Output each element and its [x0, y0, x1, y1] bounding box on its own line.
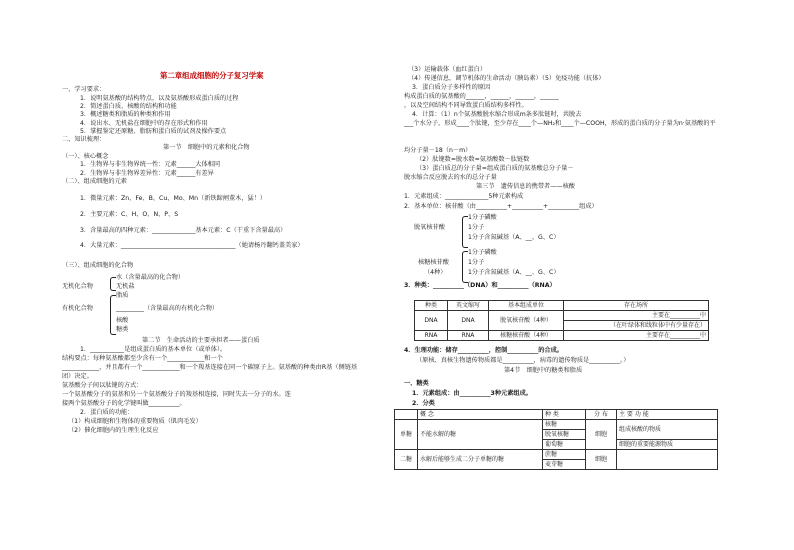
subsection-title: 第二节 生命活动的主要承担者——蛋白质: [142, 337, 260, 344]
calc-line: 脱水缩合反应脱去的水的总分子量: [404, 174, 497, 181]
table-cell: 核糖: [543, 420, 586, 430]
table-cell: 脱氧核糖: [543, 430, 586, 440]
sugar-line: 1．元素组成：由__________3种元素组成。: [412, 390, 532, 397]
nucleotide-part: 1分子含氮碱基（A、__、G、C）: [468, 234, 560, 241]
calc-line: （3）蛋白质总的分子量=组成蛋白质的氨基酸总分子量－: [416, 165, 574, 172]
table-header: [395, 410, 418, 420]
concept-line: 1．生物界与非生物界统一性：元素______大体相同: [80, 161, 221, 168]
table-cell: RNA: [448, 331, 489, 341]
table-cell: 核糖核苷酸（4种）: [489, 331, 564, 341]
compound-group-label: 无机化合物: [62, 283, 93, 290]
table-row: [395, 420, 718, 430]
subsection-title: 第一节 细胞中的元素和化合物: [163, 144, 250, 151]
section-heading: 一、糖类: [404, 380, 429, 387]
protein-line: 结构要点：每种氨基酸都至少含有一个____________和一个: [62, 355, 223, 362]
sugar-table: [394, 409, 718, 470]
nucleotide-part: 1分子: [468, 224, 485, 231]
protein-line: （1）构成细胞和生物体的重要物质（肌肉毛发）: [68, 418, 202, 425]
table-cell: 组成核酸的物质: [617, 420, 718, 440]
table-row: [415, 311, 709, 321]
table-cell: 麦芽糖: [543, 460, 586, 470]
protein-line: 接两个氨基酸分子的化学键叫做__________。: [62, 400, 186, 407]
table-cell: 葡萄糖: [543, 440, 586, 450]
document-title: 第二章组成细胞的分子复习学案: [160, 71, 264, 80]
compound-item: 水（含量最高的化合物）: [116, 274, 185, 281]
table-cell: DNA: [448, 311, 489, 331]
table-cell: 不能水解的糖: [418, 420, 543, 450]
nucleic-types: 3．种类：__________（DNA）和__________（RNA）: [404, 282, 556, 289]
table-row: [415, 331, 709, 341]
nucleotide-part: 1分子: [468, 259, 485, 266]
nucleic-function: [404, 347, 563, 355]
table-cell: （在叶绿体和线粒体中有少量存在）: [564, 321, 709, 331]
table-cell: DNA: [415, 311, 448, 331]
element-line: 2．主要元素：C、H、O、N、P、S: [80, 211, 179, 218]
table-row: [395, 450, 718, 460]
element-line: 3．含量最高的四种元素：______________基本元素：C（干重下含量最高）: [80, 227, 287, 234]
compound-item: 糖类: [116, 326, 129, 333]
subsection-heading: （二）、组成细胞的元素: [62, 178, 127, 185]
function-line: （3）运输载体（血红蛋白）: [408, 66, 487, 73]
calc-line: ___个水分子，形成____个肽键，至少存在____个—NH₂和____个—COOH，形成的蛋白质的分子量为n·氨基酸的平: [404, 120, 716, 127]
table-header: 英文缩写: [448, 301, 489, 311]
section-heading: 二、知识梳理：: [62, 136, 106, 143]
diversity-line: 3．蛋白质分子多样性的原因: [412, 84, 491, 91]
protein-line: 团）决定。: [62, 373, 93, 380]
subsection-heading: （三）、组成细胞的化合物: [62, 262, 134, 269]
table-header: 主 要 功 能: [617, 410, 718, 420]
element-line: 1．微量元素：Zn、Fe、B、Cu、Mo、Mn（新铁蹄闸董木，猛！）: [80, 195, 267, 202]
calc-line: 4．计算：（1）n个氨基酸脱水缩合形成m条多肽链时，共脱去: [412, 111, 582, 118]
nucleic-function-text: 4．生理功能：储存__________，控制__________的合成。: [404, 347, 563, 354]
nucleotide-label: （4种）: [424, 269, 447, 276]
requirement-item: 3．概述糖类和脂质的种类和作用: [80, 111, 171, 118]
nucleic-table: [414, 300, 709, 341]
protein-line: ____________，并且都有一个____________和一个羧基连接在同一个碳原子上。氨基酸的种类由R基（侧链基: [62, 364, 358, 371]
table-cell: 主要存在__________中: [564, 331, 709, 341]
concept-line: 2．生物界与非生物界差异性：元素______有差异: [80, 170, 214, 177]
protein-line: （2）催化细胞内的生理生化反应: [68, 427, 159, 434]
table-cell: 二糖: [395, 450, 418, 470]
requirement-item: 4．说出水、无机盐在细胞中的存在形式和作用: [80, 120, 208, 127]
nucleic-note: （原核、真核生物遗传物质都是__________，病毒的遗传物质是__________。）: [416, 357, 630, 364]
table-cell: 细胞: [586, 420, 617, 450]
table-header: 分 布: [586, 410, 617, 420]
compound-group-label: 有机化合物: [62, 305, 93, 312]
table-header: 基本组成单位: [489, 301, 564, 311]
table-cell: [617, 450, 718, 470]
table-cell: 单糖: [395, 420, 418, 450]
table-cell: 主要在__________中: [564, 311, 709, 321]
protein-line: 2．蛋白质的功能：: [80, 409, 134, 416]
calc-line: （2）肽键数=脱水数=氨基酸数－肽链数: [416, 156, 530, 163]
requirement-item: 2．简述蛋白质、核酸的结构和功能: [80, 103, 177, 110]
diversity-line: 构成蛋白质的氨基酸的______，______，______，______: [404, 93, 559, 100]
protein-line: 氨基酸分子间以肽键的方式：: [62, 382, 143, 389]
compound-item: 脂质: [116, 292, 129, 299]
table-header: 种 类: [543, 410, 586, 420]
table-header: 概 念: [418, 410, 543, 420]
nucleotide-part: 1分子磷酸: [468, 249, 497, 256]
brace: [462, 251, 468, 283]
table-header-row: [395, 410, 718, 420]
table-cell: 脱氧核苷酸（4种）: [489, 311, 564, 331]
table-header: 存在场所: [564, 301, 709, 311]
subsection-title: 第4节 细胞中的糖类和脂质: [504, 367, 583, 374]
table-header: 种类: [415, 301, 448, 311]
sugar-line: 2．分类: [412, 400, 435, 407]
nucleotide-label: 脱氧核苷酸: [414, 224, 445, 231]
requirement-item: 5．掌握鉴定还原糖、脂肪和蛋白质的试剂及操作要点: [80, 128, 227, 135]
table-header-row: [415, 301, 709, 311]
diversity-line: ，以及空间结构不同导致蛋白质结构多样性。: [404, 102, 528, 109]
nucleotide-part: 1分子磷酸: [468, 214, 497, 221]
protein-line: 一个氨基酸分子的氨基和另一个氨基酸分子的羧基相连接，同时失去一分子的水。连: [62, 391, 291, 398]
compound-item: 核酸: [116, 317, 129, 324]
nucleotide-part: 1分子含氮碱基（A、__、G、C）: [468, 269, 560, 276]
section-heading: 一、学习要求：: [62, 86, 106, 93]
table-cell: 细胞: [586, 450, 617, 470]
function-line: （4）传递信息，调节机体的生命活动（胰岛素）（5）免疫功能（抗体）: [408, 75, 605, 82]
brace: [462, 216, 468, 248]
protein-line: 1．___________是组成蛋白质的基本单位（或单体）。: [80, 346, 227, 353]
compound-item: _________（含量最高的有机化合物）: [116, 305, 219, 312]
nucleic-line: 1．元素组成：______________5种元素构成: [404, 193, 524, 200]
table-cell: 水解后能够生成二分子单糖的糖: [418, 450, 543, 470]
requirement-item: 1．说明氨基酸的结构特点，以及氨基酸形成蛋白质的过程: [80, 95, 239, 102]
calc-line: 均分子量－18（n－m）: [404, 147, 472, 154]
table-cell: 细胞的重要能源物质: [617, 440, 718, 450]
compound-item: 无机盐: [116, 283, 135, 290]
element-line: 4．大量元素：_____________________________________（她请杨丹翻钙盖美家）: [80, 242, 304, 249]
table-cell: RNA: [415, 331, 448, 341]
nucleotide-label: 核糖核苷酸: [418, 259, 449, 266]
subsection-heading: （一）、核心概念: [62, 153, 109, 160]
nucleic-line: 2．基本单位：核苷酸（由__________+__________+__________组成）: [404, 203, 598, 210]
table-cell: 蔗糖: [543, 450, 586, 460]
subsection-title: 第三节 遗传信息的携带者——核酸: [476, 183, 575, 190]
